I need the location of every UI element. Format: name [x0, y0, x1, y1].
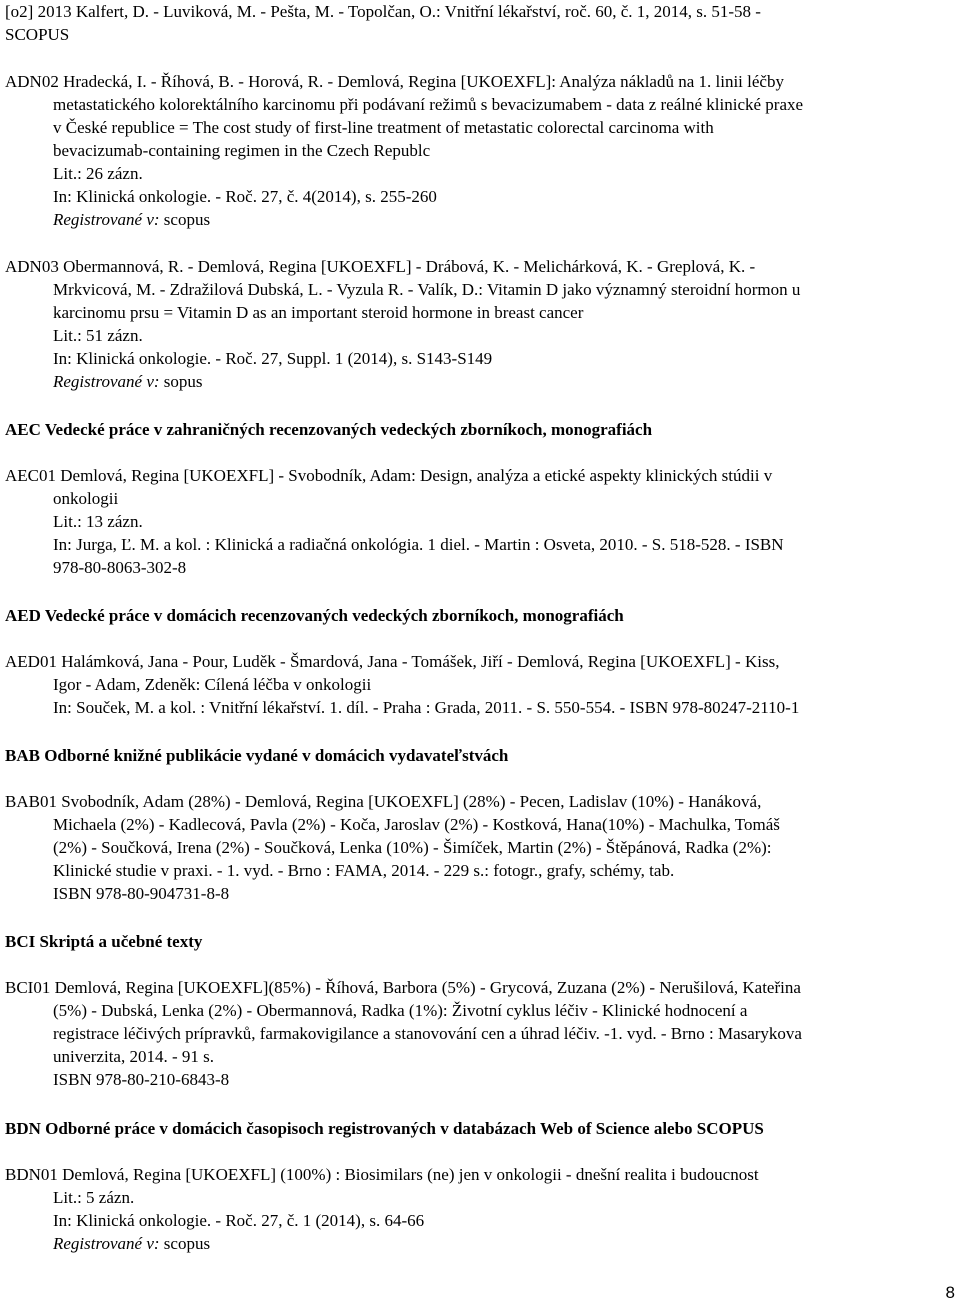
entry-line: In: Souček, M. a kol. : Vnitřní lékařství. 1. díl. - Praha : Grada, 2011. - S. 550-554. - ISBN 978-80247-2110-1 [53, 698, 800, 717]
entry-line: bevacizumab-containing regimen in the Czech Republc [53, 141, 431, 160]
entry-line: In: Klinická onkologie. - Roč. 27, Suppl. 1 (2014), s. S143-S149 [53, 349, 493, 368]
entry-line: (5%) - Dubská, Lenka (2%) - Obermannová, Radka (1%): Životní cyklus léčiv - Klinické hodnocení a [53, 1001, 748, 1020]
entry-line: ISBN 978-80-904731-8-8 [53, 884, 230, 903]
entry-line: Lit.: 13 zázn. [53, 512, 143, 531]
entry-line: registrace léčivých prípravků, farmakovigilance a stanovování cen a úhrad léčiv. -1. vyd. - Brno : Masarykova [53, 1024, 802, 1043]
entry-line: [o2] 2013 Kalfert, D. - Luviková, M. - Pešta, M. - Topolčan, O.: Vnitřní lékařství, roč. 60, č. 1, 2014, s. 51-58 - [5, 2, 761, 21]
entry-line: univerzita, 2014. - 91 s. [53, 1047, 214, 1066]
section-heading-bci: BCI Skriptá a učebné texty [5, 932, 203, 951]
entry-line: Igor - Adam, Zdeněk: Cílená léčba v onkologii [53, 675, 372, 694]
entry-line: Lit.: 26 zázn. [53, 164, 143, 183]
entry-aed01 [5, 650, 950, 719]
entry-bci01 [5, 976, 950, 1091]
section-heading-aed: AED Vedecké práce v domácich recenzovaných vedeckých zborníkoch, monografiách [5, 606, 624, 625]
entry-line: BCI01 Demlová, Regina [UKOEXFL](85%) - Říhová, Barbora (5%) - Grycová, Zuzana (2%) - Nerušilová, Kateřina [5, 978, 801, 997]
entry-line: In: Klinická onkologie. - Roč. 27, č. 4(2014), s. 255-260 [53, 187, 437, 206]
entry-line: In: Klinická onkologie. - Roč. 27, č. 1 (2014), s. 64-66 [53, 1211, 425, 1230]
entry-line: 978-80-8063-302-8 [53, 558, 187, 577]
entry-adn02 [5, 70, 950, 231]
entry-line: Klinické studie v praxi. - 1. vyd. - Brno : FAMA, 2014. - 229 s.: fotogr., grafy, schémy, tab. [53, 861, 675, 880]
entry-o2 [5, 0, 950, 46]
entry-line: BAB01 Svobodník, Adam (28%) - Demlová, Regina [UKOEXFL] (28%) - Pecen, Ladislav (10%) - Hanáková, [5, 792, 762, 811]
section-heading-bab: BAB Odborné knižné publikácie vydané v domácich vydavateľstvách [5, 746, 509, 765]
entry-line: onkologii [53, 489, 119, 508]
entry-line: ADN03 Obermannová, R. - Demlová, Regina [UKOEXFL] - Drábová, K. - Melichárková, K. - Greplová, K. - [5, 257, 756, 276]
registration-value: sopus [163, 372, 203, 391]
registration-line [5, 208, 950, 231]
entry-line: v České republice = The cost study of first-line treatment of metastatic colorectal carcinoma with [53, 118, 714, 137]
entry-line: karcinomu prsu = Vitamin D as an important steroid hormone in breast cancer [53, 303, 584, 322]
entry-bdn01 [5, 1163, 950, 1255]
entry-line: AEC01 Demlová, Regina [UKOEXFL] - Svobodník, Adam: Design, analýza a etické aspekty klinických stúdii v [5, 466, 773, 485]
section-heading-aec: AEC Vedecké práce v zahraničných recenzovaných vedeckých zborníkoch, monografiách [5, 420, 653, 439]
registration-line [5, 370, 950, 393]
entry-bab01 [5, 790, 950, 905]
entry-adn03 [5, 255, 950, 393]
entry-line: metastatického kolorektálního karcinomu při podávaní režimů s bevacizumabem - data z reálné klinické praxe [53, 95, 804, 114]
registration-line [5, 1232, 950, 1255]
registration-label: Registrované v: [53, 372, 160, 391]
entry-line: Lit.: 51 zázn. [53, 326, 143, 345]
entry-line: AED01 Halámková, Jana - Pour, Luděk - Šmardová, Jana - Tomášek, Jiří - Demlová, Regina [UKOEXFL] - Kiss, [5, 652, 780, 671]
entry-aec01 [5, 464, 950, 579]
registration-value: scopus [163, 210, 211, 229]
registration-label: Registrované v: [53, 210, 160, 229]
entry-line: In: Jurga, Ľ. M. a kol. : Klinická a radiačná onkológia. 1 diel. - Martin : Osveta, 2010. - S. 518-528. - ISBN [53, 535, 784, 554]
entry-line: Lit.: 5 zázn. [53, 1188, 135, 1207]
entry-line: (2%) - Součková, Irena (2%) - Součková, Lenka (10%) - Šimíček, Martin (2%) - Štěpánová, Radka (2%): [53, 838, 772, 857]
entry-line: Mrkvicová, M. - Zdražilová Dubská, L. - Vyzula R. - Valík, D.: Vitamin D jako významný steroidní hormon u [53, 280, 801, 299]
entry-line: BDN01 Demlová, Regina [UKOEXFL] (100%) : Biosimilars (ne) jen v onkologii - dnešní realita i budoucnost [5, 1165, 759, 1184]
registration-value: scopus [163, 1234, 211, 1253]
entry-line: SCOPUS [5, 25, 70, 44]
section-heading-bdn: BDN Odborné práce v domácich časopisoch registrovaných v databázach Web of Science alebo SCOPUS [5, 1119, 764, 1138]
entry-line: ISBN 978-80-210-6843-8 [53, 1070, 230, 1089]
registration-label: Registrované v: [53, 1234, 160, 1253]
page-number: 8 [945, 1283, 955, 1302]
entry-line: Michaela (2%) - Kadlecová, Pavla (2%) - Koča, Jaroslav (2%) - Kostková, Hana(10%) - Machulka, Tomáš [53, 815, 780, 834]
entry-line: ADN02 Hradecká, I. - Říhová, B. - Horová, R. - Demlová, Regina [UKOEXFL]: Analýza nákladů na 1. linii léčby [5, 72, 784, 91]
